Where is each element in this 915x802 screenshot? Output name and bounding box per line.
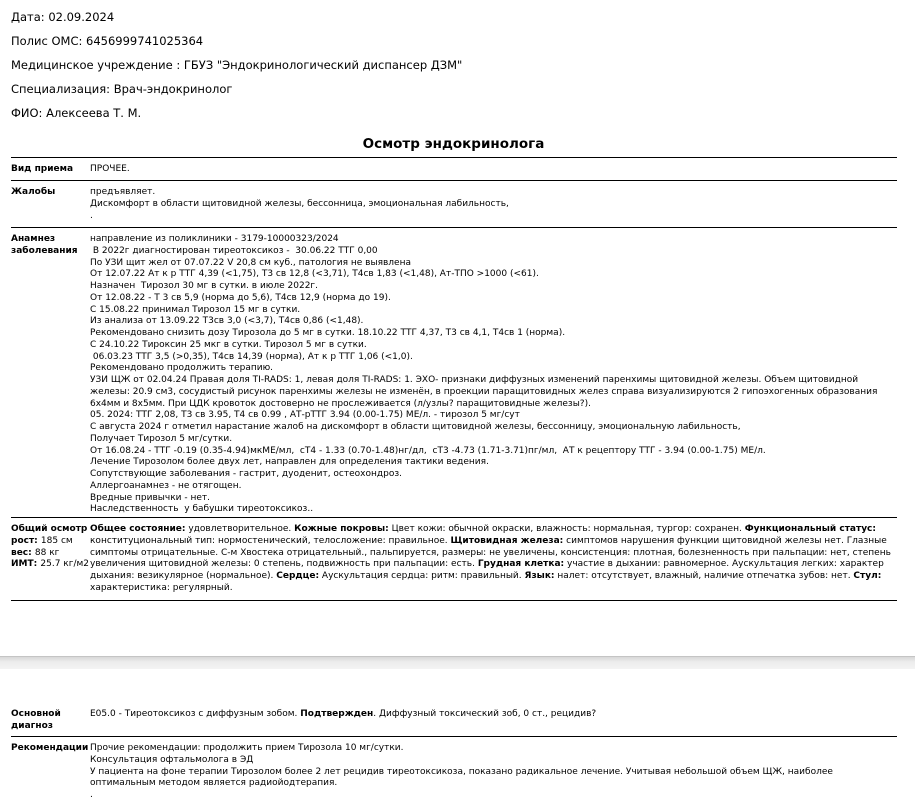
weight-metric xyxy=(11,548,91,560)
anamnesis-line: 05. 2024: ТТГ 2,08, Т3 св 3.95, Т4 св 0.99 , АТ-рТТГ 3.94 (0.00-1.75) МЕ/л. - тирозол 5 мг/сут xyxy=(90,410,520,421)
specialization-row xyxy=(11,82,232,96)
anamnesis-line: Сопутствующие заболевания - гастрит, дуоденит, остеохондроз. xyxy=(90,469,402,479)
anamnesis-line: Лечение Тирозолом более двух лет, направлен для определения тактики ведения. xyxy=(90,457,489,468)
anamnesis-label-line: Анамнез xyxy=(11,234,56,244)
complaints-line: предъявляет. xyxy=(90,187,156,197)
anamnesis-line: В 2022г диагностирован тиреотоксикоз - 30.06.22 ТТГ 0,00 xyxy=(90,245,378,256)
institution-value: ГБУЗ "Эндокринологический диспансер ДЗМ" xyxy=(183,58,463,72)
exam-text-part: характеристика: регулярный. xyxy=(90,582,233,593)
fio-row xyxy=(11,106,141,120)
diagnosis-label xyxy=(11,709,89,733)
diagnosis-label-line: диагноз xyxy=(11,720,53,731)
anamnesis-line: направление из поликлиники - 3179-10000323/2024 xyxy=(90,234,339,244)
anamnesis-section xyxy=(11,234,897,516)
weight-value: 88 кг xyxy=(34,547,60,558)
exam-text-part: участие в дыхании: равномерное. Аускультация легких: характер дыхания: везикулярное (нормальное). xyxy=(90,559,884,581)
anamnesis-line: Рекомендовано продолжить терапию. xyxy=(90,363,274,374)
anamnesis-line: Рекомендовано снизить дозу Тирозола до 5 мг в сутки. 18.10.22 ТТГ 4,37, Т3 св 4,1, Т4св 1 (норма). xyxy=(90,328,566,338)
exam-text-part: симптомов нарушения функции щитовидной железы нет. Глазные симптомы отрицательные. С-м Хвостека отрицательный., пальпируется, размеры: не увеличены, консистенция: плотная, болезненность при пальпации: нет, степень увеличения щитовидной железы: 0 степень, подвижность при пальпации: есть. xyxy=(90,535,891,570)
exam-heading: Сердце: xyxy=(276,571,320,581)
anamnesis-line: С 15.08.22 принимал Тирозол 15 мг в сутки. xyxy=(90,304,301,315)
complaints-line: . xyxy=(90,210,93,221)
ultrasound-paragraph: УЗИ ЩЖ от 02.04.24 Правая доля TI-RADS: 1, левая доля TI-RADS: 1. ЭХО- признаки диффузных изменений паренхимы щитовидной железы. Объем щитовидной железы: 20.9 см3, сосудистый рисунок паренхимы железы не изменён, в проекции паращитовидных желез справа визуализируются 2 гипоэхогенных образования 6х4мм и 8х5мм. При ЦДК кровоток достоверно не прослеживается (л/узлы? паращитовидные железы?). xyxy=(90,375,878,409)
oms-value: 6456999741025364 xyxy=(86,34,204,48)
diagnosis-text xyxy=(90,709,897,721)
recommendation-line: Прочие рекомендации: продолжить прием Тирозола 10 мг/сутки. xyxy=(90,743,404,753)
anamnesis-line: 06.03.23 ТТГ 3,5 (>0,35), Т4св 14,39 (норма), Ат к р ТТГ 1,06 (<1,0). xyxy=(90,351,413,362)
complaints-line: Дискомфорт в области щитовидной железы, бессонница, эмоциональная лабильность, xyxy=(90,198,509,209)
bmi-label: ИМТ: xyxy=(11,559,38,570)
height-value: 185 см xyxy=(40,535,73,546)
diagnosis-detail: . Диффузный токсический зоб, 0 ст., рецидив? xyxy=(373,709,597,719)
divider xyxy=(11,517,897,518)
exam-heading: Язык: xyxy=(524,571,555,581)
institution-label: Медицинское учреждение : xyxy=(11,58,181,72)
exam-text xyxy=(90,524,897,595)
diagnosis-section xyxy=(11,709,897,731)
exam-text-part: удовлетворительное. xyxy=(185,524,295,534)
divider xyxy=(11,227,897,228)
exam-label xyxy=(11,524,91,571)
recommendation-line: . xyxy=(90,790,93,800)
visit-type-section xyxy=(11,164,897,176)
anamnesis-line: Получает Тирозол 5 мг/сутки. xyxy=(90,433,233,444)
anamnesis-line: От 12.07.22 Ат к р ТТГ 4,39 (<1,75), Т3 св 12,8 (<3,71), Т4св 1,83 (<1,48), Ат-ТПО >1000 (<61). xyxy=(90,269,539,280)
bmi-value: 25.7 кг/м2 xyxy=(40,559,89,570)
anamnesis-line: От 16.08.24 - ТТГ -0.19 (0.35-4.94)мкМЕ/мл, сТ4 - 1.33 (0.70-1.48)нг/дл, сТ3 -4.73 (1.71-3.71)пг/мл, АТ к рецептору ТТГ - 3.94 (0.00-1.75) МЕ/л. xyxy=(90,445,766,456)
visit-type-value: ПРОЧЕЕ. xyxy=(90,164,130,174)
height-metric xyxy=(11,536,91,548)
exam-text-part: конституциональный тип: нормостенический, телосложение: правильное. xyxy=(90,535,451,546)
date-value: 02.09.2024 xyxy=(48,10,115,24)
complaints-label: Жалобы xyxy=(11,187,56,197)
page-title: Осмотр эндокринолога xyxy=(362,136,545,152)
exam-heading: Функциональный статус: xyxy=(744,524,876,534)
recommendation-line: Консультация офтальмолога в ЭД xyxy=(90,754,254,765)
exam-heading: Щитовидная железа: xyxy=(450,535,564,546)
anamnesis-label-line: заболевания xyxy=(11,245,78,256)
anamnesis-label xyxy=(11,234,89,258)
weight-label: вес: xyxy=(11,547,32,558)
diagnosis-label-line: Основной xyxy=(11,709,61,719)
date-row xyxy=(11,10,114,24)
divider xyxy=(11,736,897,737)
exam-text-part: налет: отсутствует, влажный, наличие отпечатка зубов: нет. xyxy=(554,571,854,581)
recommendation-paragraph: У пациента на фоне терапии Тирозолом более 2 лет рецидив тиреотоксикоза, показано радикальное лечение. Учитывая небольшой объем ЩЖ, наиболее оптимальным методом является радиойодтерапия. xyxy=(90,766,833,789)
visit-type-label: Вид приема xyxy=(11,164,74,174)
exam-heading: Кожные покровы: xyxy=(294,524,389,534)
fio-label: ФИО: xyxy=(11,106,43,120)
anamnesis-line: Назначен Тирозол 30 мг в сутки. в июле 2022г. xyxy=(90,281,319,291)
anamnesis-line: С августа 2024 г отметил нарастание жалоб на дискомфорт в области щитовидной железы, бессонницу, эмоциональную лабильность, xyxy=(90,422,741,432)
anamnesis-line: Из анализа от 13.09.22 Т3св 3,0 (<3,7), Т4св 0,86 (<1,48). xyxy=(90,316,364,327)
fio-value: Алексеева Т. М. xyxy=(46,106,142,120)
oms-row xyxy=(11,34,203,48)
oms-label: Полис ОМС: xyxy=(11,34,83,48)
diagnosis-code: E05.0 - Тиреотоксикоз с диффузным зобом. xyxy=(90,709,301,719)
complaints-section xyxy=(11,187,897,222)
exam-label-line: Общий осмотр xyxy=(11,524,88,534)
divider xyxy=(11,180,897,181)
page-separator xyxy=(0,656,915,669)
diagnosis-status: Подтвержден xyxy=(300,709,374,719)
anamnesis-line: От 12.08.22 - Т 3 св 5,9 (норма до 5,6), Т4св 12,9 (норма до 19). xyxy=(90,292,391,303)
date-label: Дата: xyxy=(11,10,45,24)
specialization-label: Специализация: xyxy=(11,82,111,96)
institution-row xyxy=(11,58,462,72)
recommendations-label: Рекомендации xyxy=(11,743,89,753)
exam-text-part: Цвет кожи: обычной окраски, влажность: нормальная, тургор: сохранен. xyxy=(388,524,745,534)
exam-heading: Грудная клетка: xyxy=(477,559,565,570)
exam-text-part: Аускультация сердца: ритм: правильный. xyxy=(319,571,525,581)
exam-heading: Стул: xyxy=(853,571,882,581)
anamnesis-line: Вредные привычки - нет. xyxy=(90,492,210,503)
divider xyxy=(11,157,897,158)
anamnesis-line: Аллергоанамнез - не отягощен. xyxy=(90,480,242,491)
exam-section xyxy=(11,524,897,595)
exam-heading: Общее состояние: xyxy=(90,524,186,534)
anamnesis-line: По УЗИ щит жел от 07.07.22 V 20,8 см куб., патология не выявлена xyxy=(90,257,411,268)
recommendations-section xyxy=(11,743,897,802)
bmi-metric xyxy=(11,559,91,571)
specialization-value: Врач-эндокринолог xyxy=(113,82,233,96)
report-page-2 xyxy=(0,669,915,800)
anamnesis-line: Наследственность у бабушки тиреотоксикоз.. xyxy=(90,504,314,515)
height-label: рост: xyxy=(11,535,38,546)
anamnesis-line: С 24.10.22 Тироксин 25 мкг в сутки. Тирозол 5 мг в сутки. xyxy=(90,339,367,350)
divider xyxy=(11,600,897,601)
